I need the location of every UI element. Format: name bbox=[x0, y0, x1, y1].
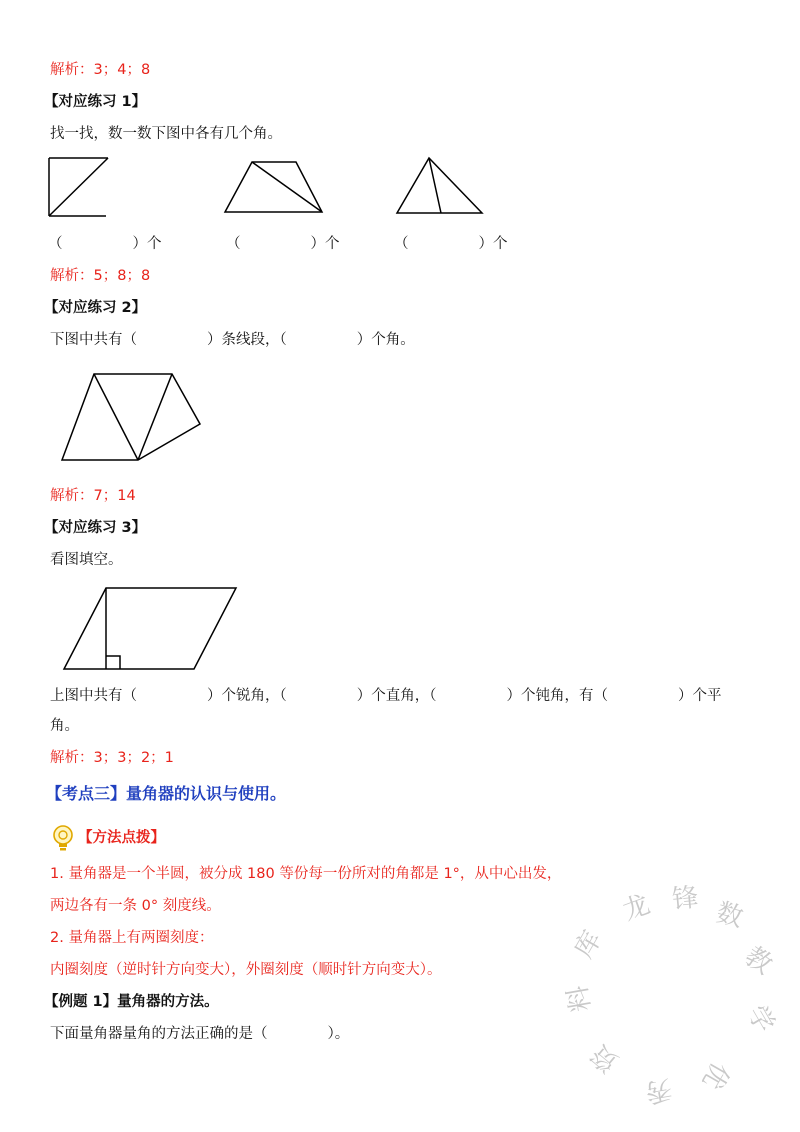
figure-parallelogram bbox=[62, 586, 240, 672]
analysis-previous: 解析：3；4；8 bbox=[50, 62, 151, 78]
blank-open: （ bbox=[48, 236, 63, 252]
figure-composed-triangles bbox=[60, 372, 202, 464]
figure-line bbox=[138, 374, 172, 460]
question-text: ）个平 bbox=[678, 688, 722, 704]
section-title: 【考点三】量角器的认识与使用。 bbox=[46, 784, 287, 803]
lightbulb-icon bbox=[50, 824, 76, 854]
watermark-char: 优 bbox=[695, 1056, 735, 1095]
blank-close: ）个 bbox=[132, 236, 162, 252]
method-header: 【方法点拨】 bbox=[78, 830, 165, 846]
method-line-2: 两边各有一条 0° 刻度线。 bbox=[50, 898, 221, 914]
figure-line bbox=[429, 158, 441, 213]
watermark-char: 锋 bbox=[670, 882, 700, 915]
question-text: ）个锐角，（ bbox=[207, 688, 287, 704]
figure-outline bbox=[225, 162, 322, 212]
watermark-seal bbox=[562, 880, 780, 1108]
figure-line bbox=[252, 162, 322, 212]
practice-1-question: 找一找，数一数下图中各有几个角。 bbox=[50, 126, 282, 142]
practice-1-header: 【对应练习 1】 bbox=[44, 94, 147, 110]
figure-angle-with-diagonal bbox=[48, 156, 110, 218]
question-text: 上图中共有（ bbox=[50, 688, 137, 704]
question-text: ）个直角，（ bbox=[356, 688, 437, 704]
watermark-char: 资 bbox=[585, 1037, 625, 1078]
example-1-question bbox=[50, 1024, 349, 1044]
question-text: ）。 bbox=[327, 1026, 350, 1042]
method-line-4: 内圈刻度（逆时针方向变大），外圈刻度（顺时针方向变大）。 bbox=[50, 962, 442, 978]
watermark-char: 学 bbox=[740, 1000, 780, 1039]
blank-3[interactable] bbox=[394, 234, 508, 254]
right-angle-mark bbox=[106, 656, 120, 669]
blank-2[interactable] bbox=[226, 234, 340, 254]
blank-open: （ bbox=[394, 236, 409, 252]
practice-3-analysis: 解析：3；3；2；1 bbox=[50, 750, 174, 766]
method-line-3: 2. 量角器上有两圈刻度： bbox=[50, 930, 214, 946]
watermark-char: 龙 bbox=[619, 889, 654, 927]
practice-2-question bbox=[50, 330, 415, 350]
figure-line bbox=[49, 158, 108, 216]
figure-line bbox=[94, 374, 138, 460]
blank-close: ）个 bbox=[478, 236, 508, 252]
practice-2-analysis: 解析：7；14 bbox=[50, 488, 136, 504]
blank-1[interactable] bbox=[48, 234, 162, 254]
blank-close: ）个 bbox=[310, 236, 340, 252]
blank-open: （ bbox=[226, 236, 241, 252]
practice-3-question: 看图填空。 bbox=[50, 552, 123, 568]
question-text: ）条线段，（ bbox=[207, 332, 287, 348]
figure-outline bbox=[64, 588, 236, 669]
watermark-char: 数 bbox=[713, 897, 747, 934]
figure-trapezoid bbox=[224, 160, 324, 216]
watermark-char: 料 bbox=[562, 983, 597, 1014]
practice-3-fill-line bbox=[50, 686, 722, 706]
watermark-char: 教 bbox=[738, 941, 778, 981]
practice-3-header: 【对应练习 3】 bbox=[44, 520, 147, 536]
figure-triangle-split bbox=[395, 156, 485, 216]
watermark-char: 库 bbox=[569, 925, 609, 964]
question-text: 下面量角器量角的方法正确的是（ bbox=[50, 1026, 268, 1042]
question-text: ）个角。 bbox=[356, 332, 415, 348]
watermark-char: 秀 bbox=[643, 1073, 674, 1108]
practice-3-fill-line-cont: 角。 bbox=[50, 718, 79, 734]
question-text: 下图中共有（ bbox=[50, 332, 137, 348]
practice-1-analysis: 解析：5；8；8 bbox=[50, 268, 151, 284]
practice-2-header: 【对应练习 2】 bbox=[44, 300, 147, 316]
example-1-header: 【例题 1】量角器的方法。 bbox=[44, 994, 219, 1010]
question-text: ）个钝角，有（ bbox=[506, 688, 608, 704]
method-line-1: 1. 量角器是一个半圆，被分成 180 等份每一份所对的角都是 1°，从中心出发， bbox=[50, 866, 562, 882]
